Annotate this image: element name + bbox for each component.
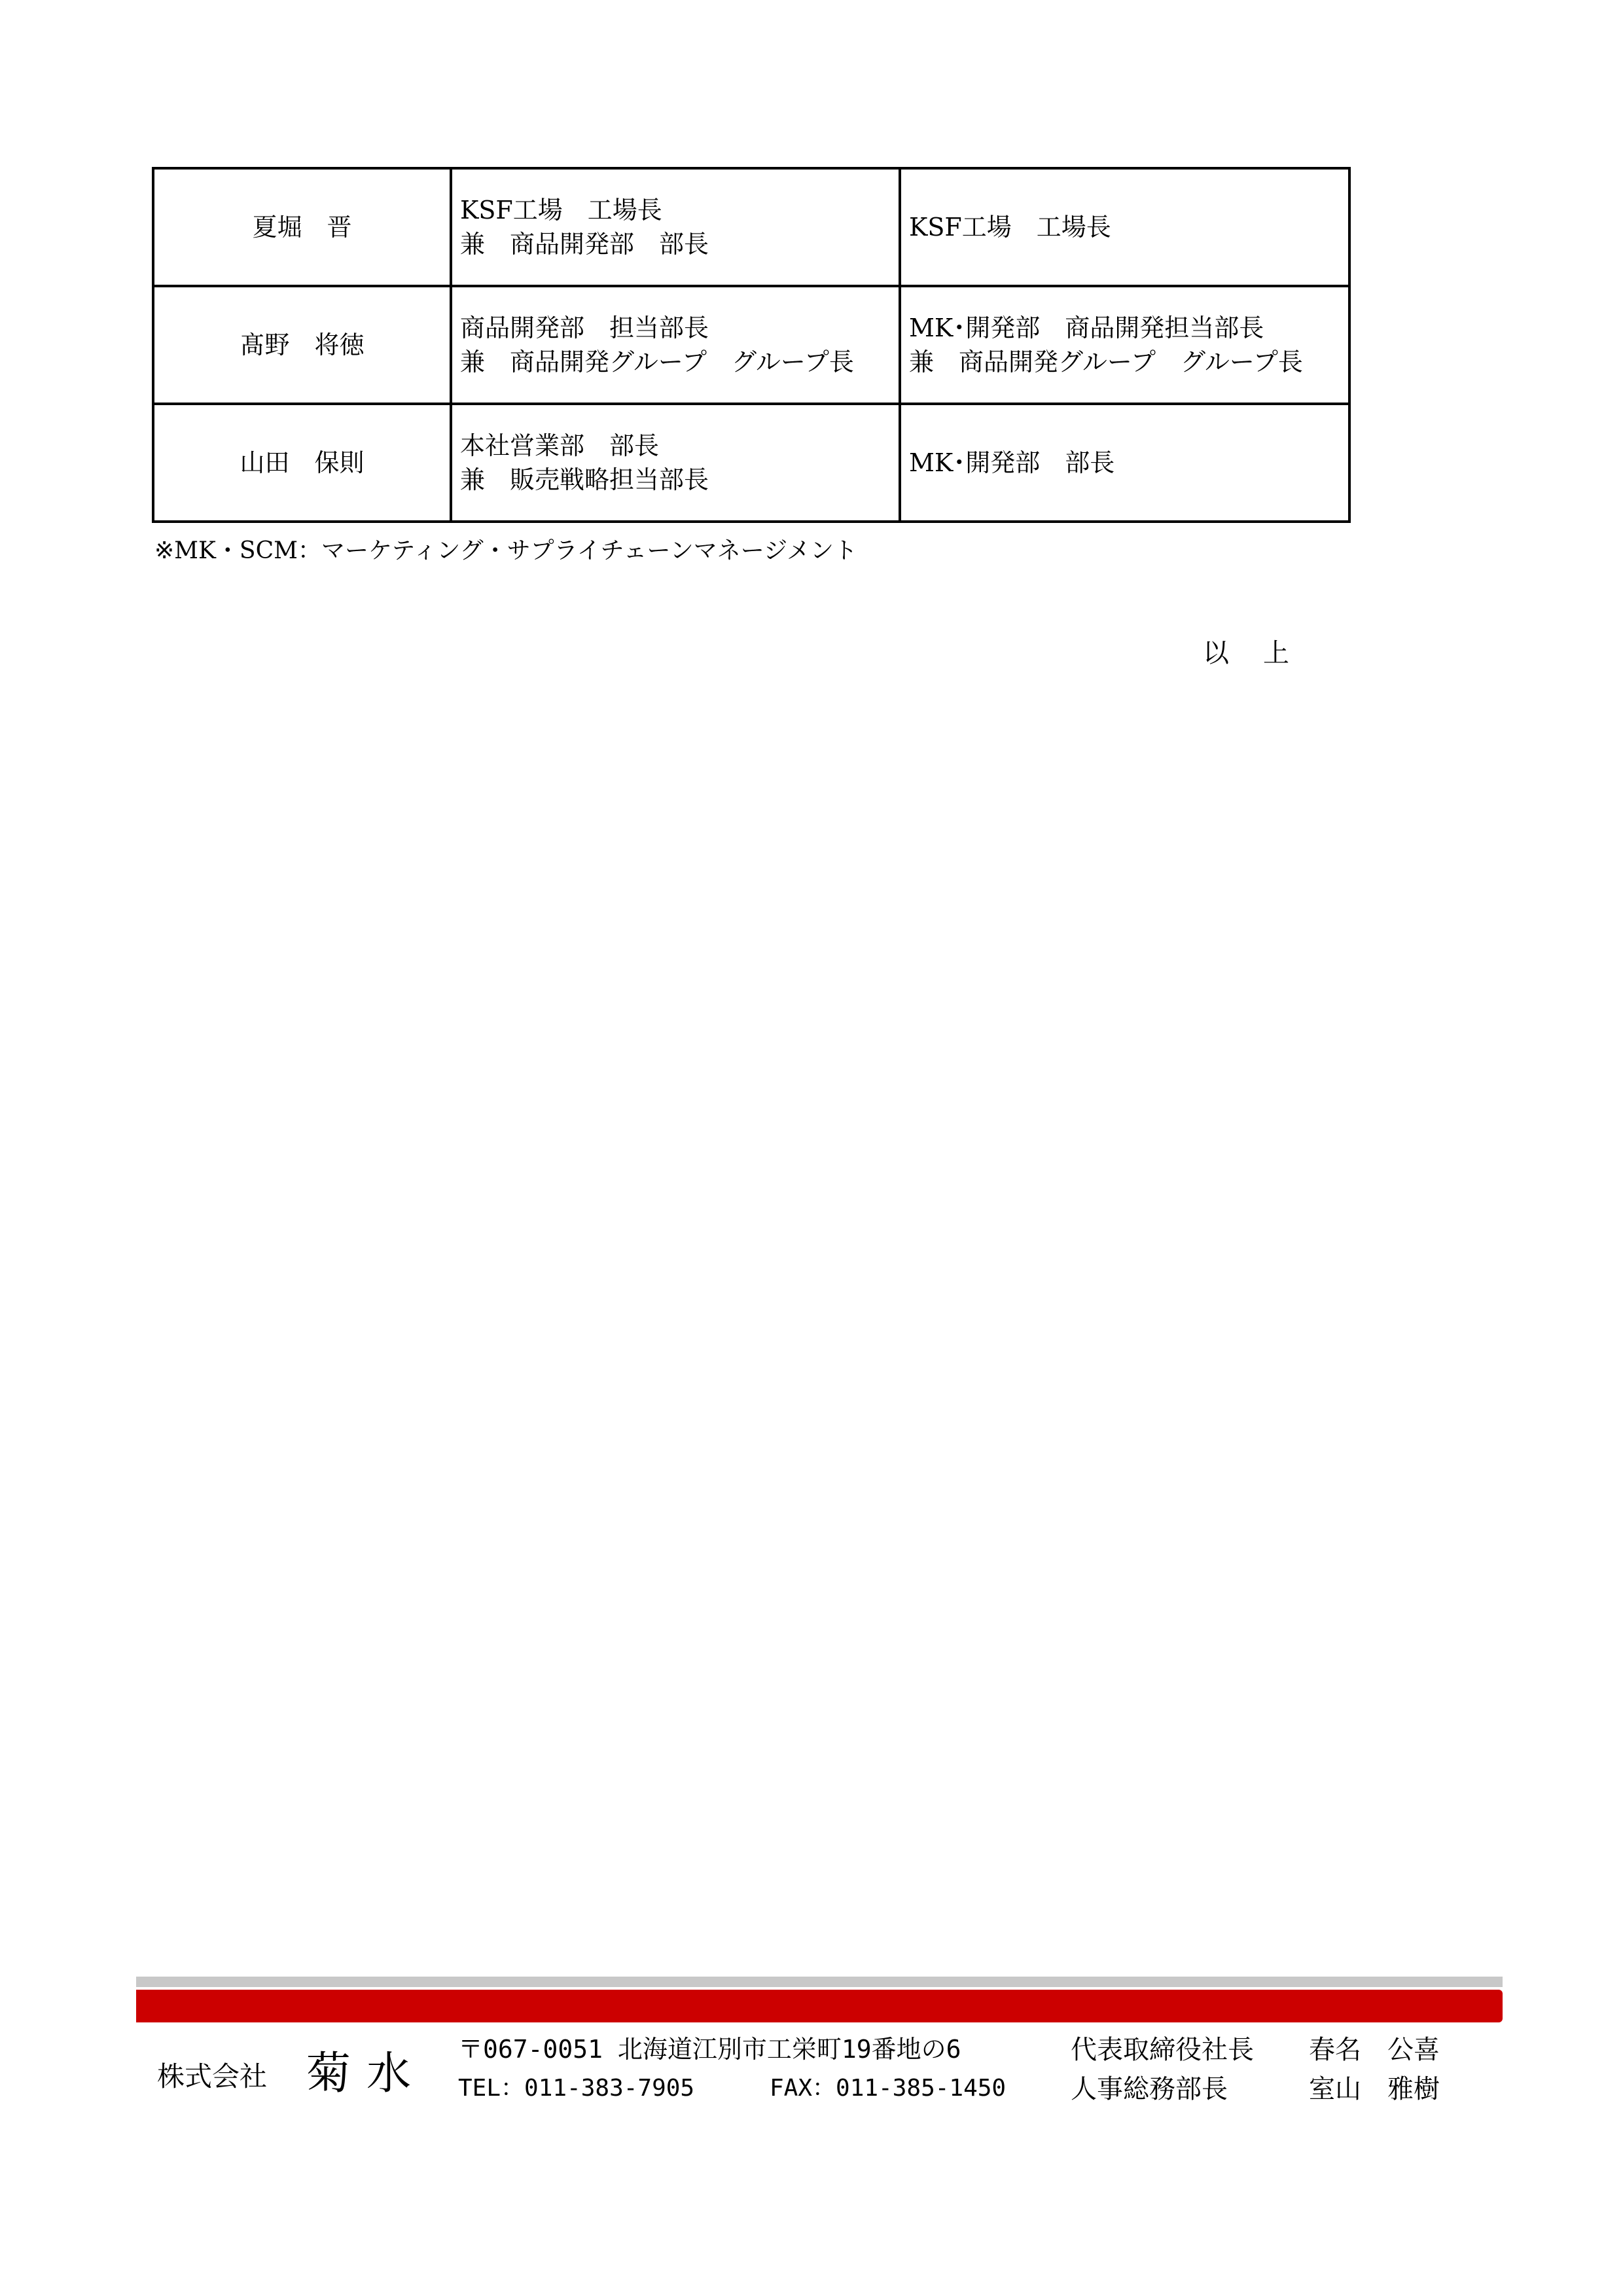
abbreviation-footnote: ※MK・SCM：マーケティング・サプライチェーンマネージメント — [154, 537, 857, 564]
person-name: 髙野 将徳 — [153, 286, 451, 404]
footer-gray-divider — [136, 1977, 1503, 1987]
company-fax: FAX：011-385-1450 — [770, 2075, 1007, 2102]
old-position: MK･開発部 部長 — [900, 404, 1349, 522]
contact-1-name: 春名 公喜 — [1309, 2035, 1440, 2065]
footer-red-divider — [136, 1990, 1503, 2022]
personnel-table — [152, 167, 1351, 523]
company-name: 菊水 — [306, 2048, 427, 2100]
contact-2-title: 人事総務部長 — [1071, 2074, 1228, 2104]
closing-mark: 以上 — [1203, 638, 1323, 668]
new-position: 商品開発部 担当部長 兼 商品開発グループ グループ長 — [451, 286, 900, 404]
contact-1-title: 代表取締役社長 — [1071, 2035, 1254, 2065]
person-name: 夏堀 晋 — [153, 168, 451, 286]
old-position: KSF工場 工場長 — [900, 168, 1349, 286]
company-prefix: 株式会社 — [157, 2060, 268, 2092]
company-tel: TEL：011-383-7905 — [458, 2075, 695, 2102]
old-position: MK･開発部 商品開発担当部長 兼 商品開発グループ グループ長 — [900, 286, 1349, 404]
table-row — [153, 168, 1349, 286]
table-row — [153, 286, 1349, 404]
new-position: KSF工場 工場長 兼 商品開発部 部長 — [451, 168, 900, 286]
new-position: 本社営業部 部長 兼 販売戦略担当部長 — [451, 404, 900, 522]
company-address: 〒067-0051 北海道江別市工栄町19番地の6 — [458, 2035, 961, 2064]
person-name: 山田 保則 — [153, 404, 451, 522]
contact-2-name: 室山 雅樹 — [1309, 2074, 1440, 2104]
table-row — [153, 404, 1349, 522]
